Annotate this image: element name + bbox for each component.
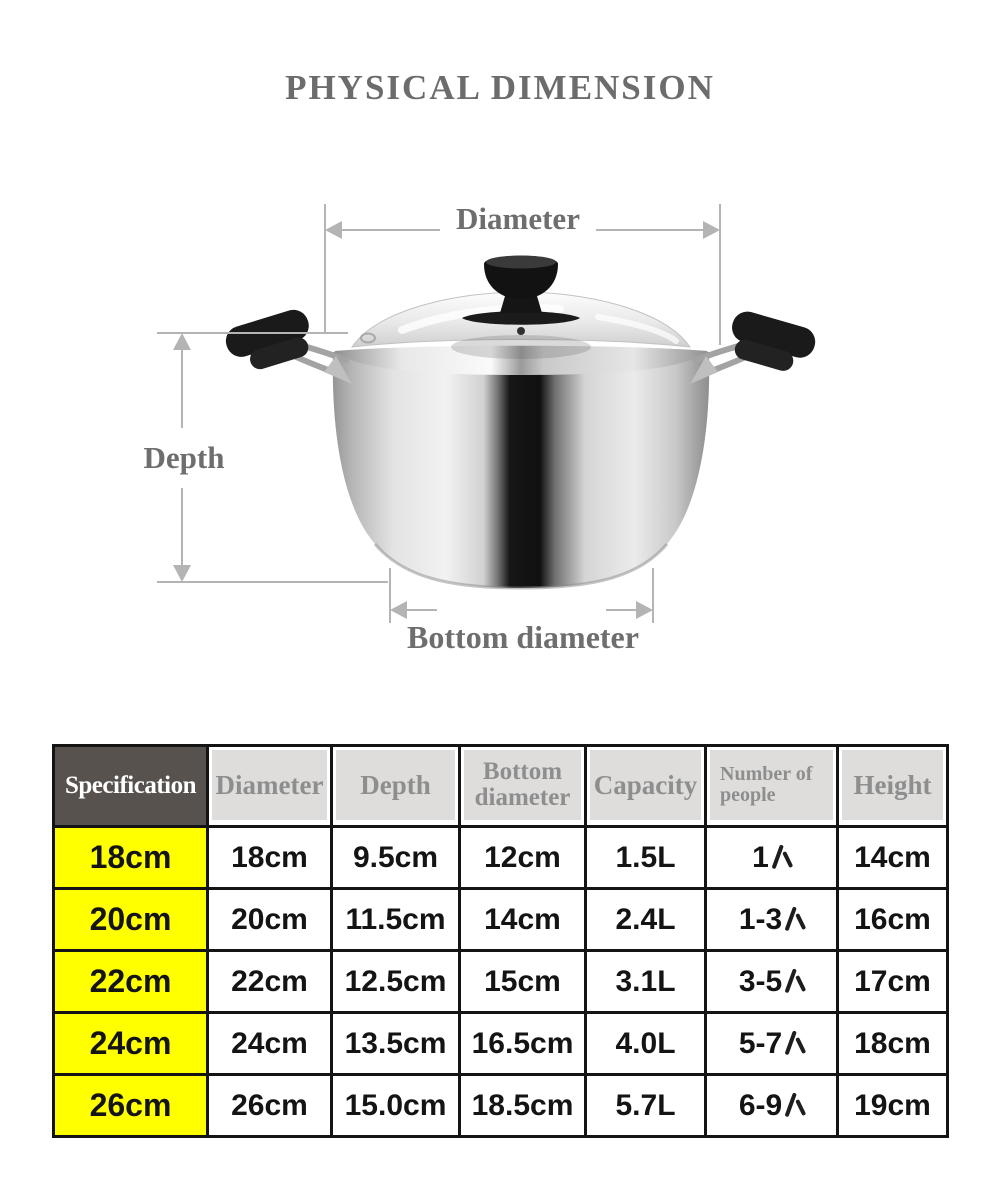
specification-table: [52, 744, 949, 1138]
header-specification: Specification: [54, 746, 208, 827]
spec-cell: 24cm: [54, 1013, 208, 1075]
bottom-diameter-cell: 15cm: [460, 951, 586, 1013]
bottom-diameter-cell: 16.5cm: [460, 1013, 586, 1075]
people-cell: 3-5: [706, 951, 838, 1013]
diameter-cell: 18cm: [208, 827, 332, 889]
person-kanji-glyph: [785, 1093, 804, 1118]
right-handle: [690, 308, 819, 384]
diameter-cell: 22cm: [208, 951, 332, 1013]
depth-cell: 12.5cm: [332, 951, 460, 1013]
capacity-cell: 2.4L: [586, 889, 706, 951]
person-kanji-glyph: [785, 969, 804, 994]
bottom-diameter-cell: 18.5cm: [460, 1075, 586, 1137]
header-bottom-diameter: Bottom diameter: [460, 746, 586, 827]
capacity-cell: 1.5L: [586, 827, 706, 889]
height-cell: 19cm: [838, 1075, 948, 1137]
capacity-cell: 5.7L: [586, 1075, 706, 1137]
height-cell: 16cm: [838, 889, 948, 951]
people-cell: 6-9: [706, 1075, 838, 1137]
spec-cell: 18cm: [54, 827, 208, 889]
diameter-cell: 20cm: [208, 889, 332, 951]
capacity-cell: 3.1L: [586, 951, 706, 1013]
header-height: Height: [838, 746, 948, 827]
depth-cell: 15.0cm: [332, 1075, 460, 1137]
header-row: [54, 746, 948, 827]
diameter-cell: 24cm: [208, 1013, 332, 1075]
left-handle: [222, 306, 352, 384]
spec-cell: 20cm: [54, 889, 208, 951]
header-number-of-people: Number of people: [706, 746, 838, 827]
height-cell: 18cm: [838, 1013, 948, 1075]
depth-cell: 11.5cm: [332, 889, 460, 951]
table-row: [54, 951, 948, 1013]
depth-cell: 9.5cm: [332, 827, 460, 889]
diameter-label: Diameter: [440, 201, 596, 237]
table-row: [54, 1075, 948, 1137]
table-row: [54, 889, 948, 951]
bottom-diameter-label: Bottom diameter: [399, 619, 647, 656]
people-cell: 5-7: [706, 1013, 838, 1075]
people-cell: 1: [706, 827, 838, 889]
header-capacity: Capacity: [586, 746, 706, 827]
pot-image: [222, 256, 819, 589]
height-cell: 17cm: [838, 951, 948, 1013]
depth-label: Depth: [140, 428, 229, 488]
header-depth: Depth: [332, 746, 460, 827]
spec-cell: 26cm: [54, 1075, 208, 1137]
table-row: [54, 827, 948, 889]
header-diameter: Diameter: [208, 746, 332, 827]
capacity-cell: 4.0L: [586, 1013, 706, 1075]
height-cell: 14cm: [838, 827, 948, 889]
depth-cell: 13.5cm: [332, 1013, 460, 1075]
table-row: [54, 1013, 948, 1075]
diameter-cell: 26cm: [208, 1075, 332, 1137]
person-kanji-glyph: [785, 1031, 804, 1056]
bottom-diameter-cell: 14cm: [460, 889, 586, 951]
page-title: PHYSICAL DIMENSION: [285, 68, 715, 107]
person-kanji-glyph: [785, 907, 804, 932]
spec-cell: 22cm: [54, 951, 208, 1013]
people-cell: 1-3: [706, 889, 838, 951]
person-kanji-glyph: [772, 845, 791, 870]
bottom-diameter-cell: 12cm: [460, 827, 586, 889]
